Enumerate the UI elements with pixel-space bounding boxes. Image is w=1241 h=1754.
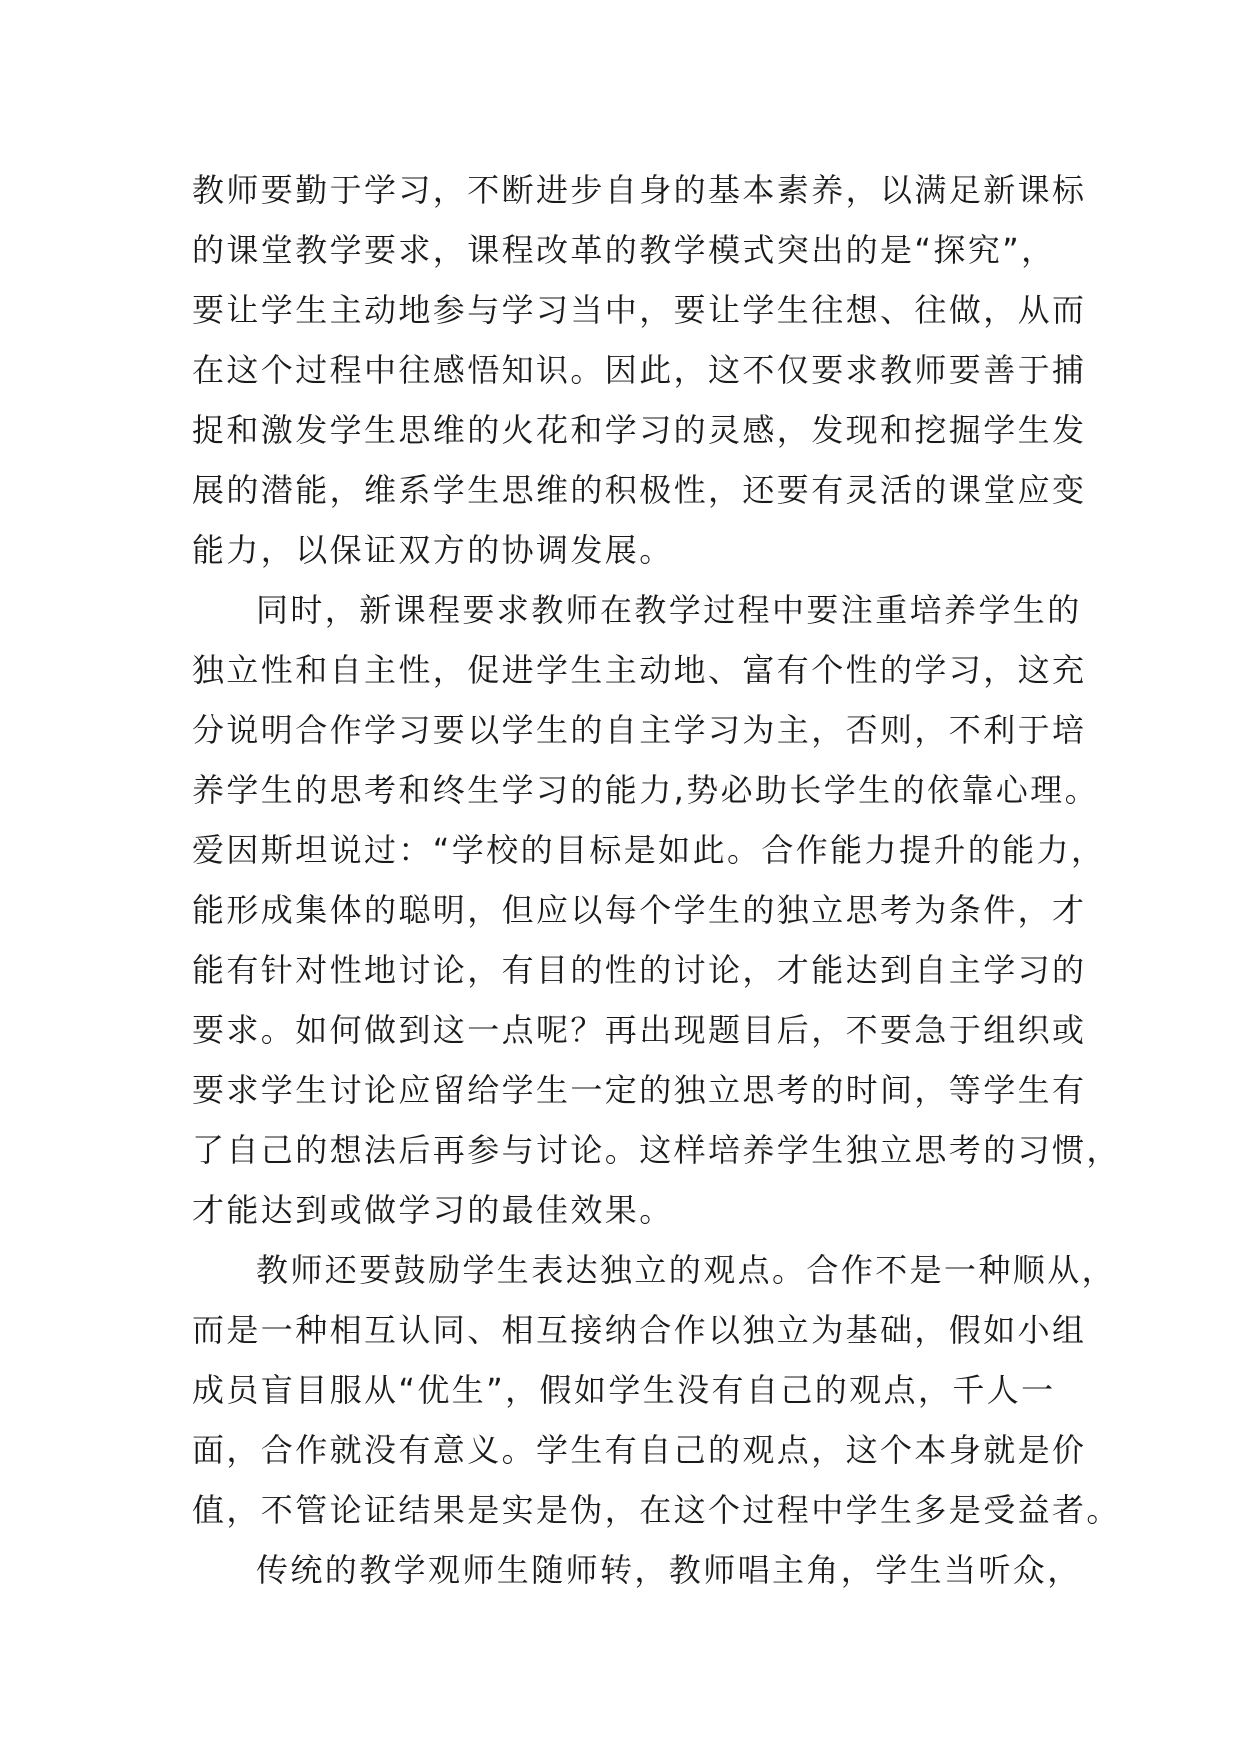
text-line: 要求学生讨论应留给学生一定的独立思考的时间，等学生有: [192, 1071, 1087, 1109]
text-line: 爱因斯坦说过：“学校的目标是如此。合作能力提升的能力，: [192, 831, 1106, 869]
text-line: 能力，以保证双方的协调发展。: [192, 531, 674, 569]
text-line: 传统的教学观师生随师转，教师唱主角，学生当听众，: [256, 1551, 1082, 1589]
text-line: 分说明合作学习要以学生的自主学习为主，否则，不利于培: [192, 711, 1087, 749]
document-body: [192, 160, 1121, 1600]
text-line: 要求。如何做到这一点呢？再出现题目后，不要急于组织或: [192, 1011, 1087, 1049]
text-line: 了自己的想法后再参与讨论。这样培养学生独立思考的习惯，: [192, 1131, 1121, 1169]
text-line: 教师还要鼓励学生表达独立的观点。合作不是一种顺从，: [256, 1251, 1117, 1289]
text-line: 面，合作就没有意义。学生有自己的观点，这个本身就是价: [192, 1431, 1087, 1469]
text-line: 养学生的思考和终生学习的能力,势必助长学生的依靠心理。: [192, 771, 1099, 809]
paragraph-1: [192, 160, 1087, 580]
text-line: 成员盲目服从“优生”，假如学生没有自己的观点，千人一: [192, 1371, 1056, 1409]
text-line: 而是一种相互认同、相互接纳合作以独立为基础，假如小组: [192, 1311, 1087, 1349]
text-line: 展的潜能，维系学生思维的积极性，还要有灵活的课堂应变: [192, 471, 1087, 509]
text-line: 教师要勤于学习，不断进步自身的基本素养，以满足新课标: [192, 171, 1087, 209]
text-line: 的课堂教学要求，课程改革的教学模式突出的是“探究”，: [192, 231, 1056, 269]
text-line: 独立性和自主性，促进学生主动地、富有个性的学习，这充: [192, 651, 1087, 689]
paragraph-2: [192, 580, 1121, 1240]
text-line: 在这个过程中往感悟知识。因此，这不仅要求教师要善于捕: [192, 351, 1087, 389]
text-line: 才能达到或做学习的最佳效果。: [192, 1191, 674, 1229]
text-line: 同时，新课程要求教师在教学过程中要注重培养学生的: [256, 591, 1082, 629]
text-line: 捉和激发学生思维的火花和学习的灵感，发现和挖掘学生发: [192, 411, 1087, 449]
paragraph-3: [192, 1240, 1121, 1540]
text-line: 值，不管论证结果是实是伪，在这个过程中学生多是受益者。: [192, 1491, 1121, 1529]
paragraph-4: [192, 1540, 1082, 1600]
text-line: 能形成集体的聪明，但应以每个学生的独立思考为条件，才: [192, 891, 1087, 929]
text-line: 能有针对性地讨论，有目的性的讨论，才能达到自主学习的: [192, 951, 1087, 989]
text-line: 要让学生主动地参与学习当中，要让学生往想、往做，从而: [192, 291, 1087, 329]
